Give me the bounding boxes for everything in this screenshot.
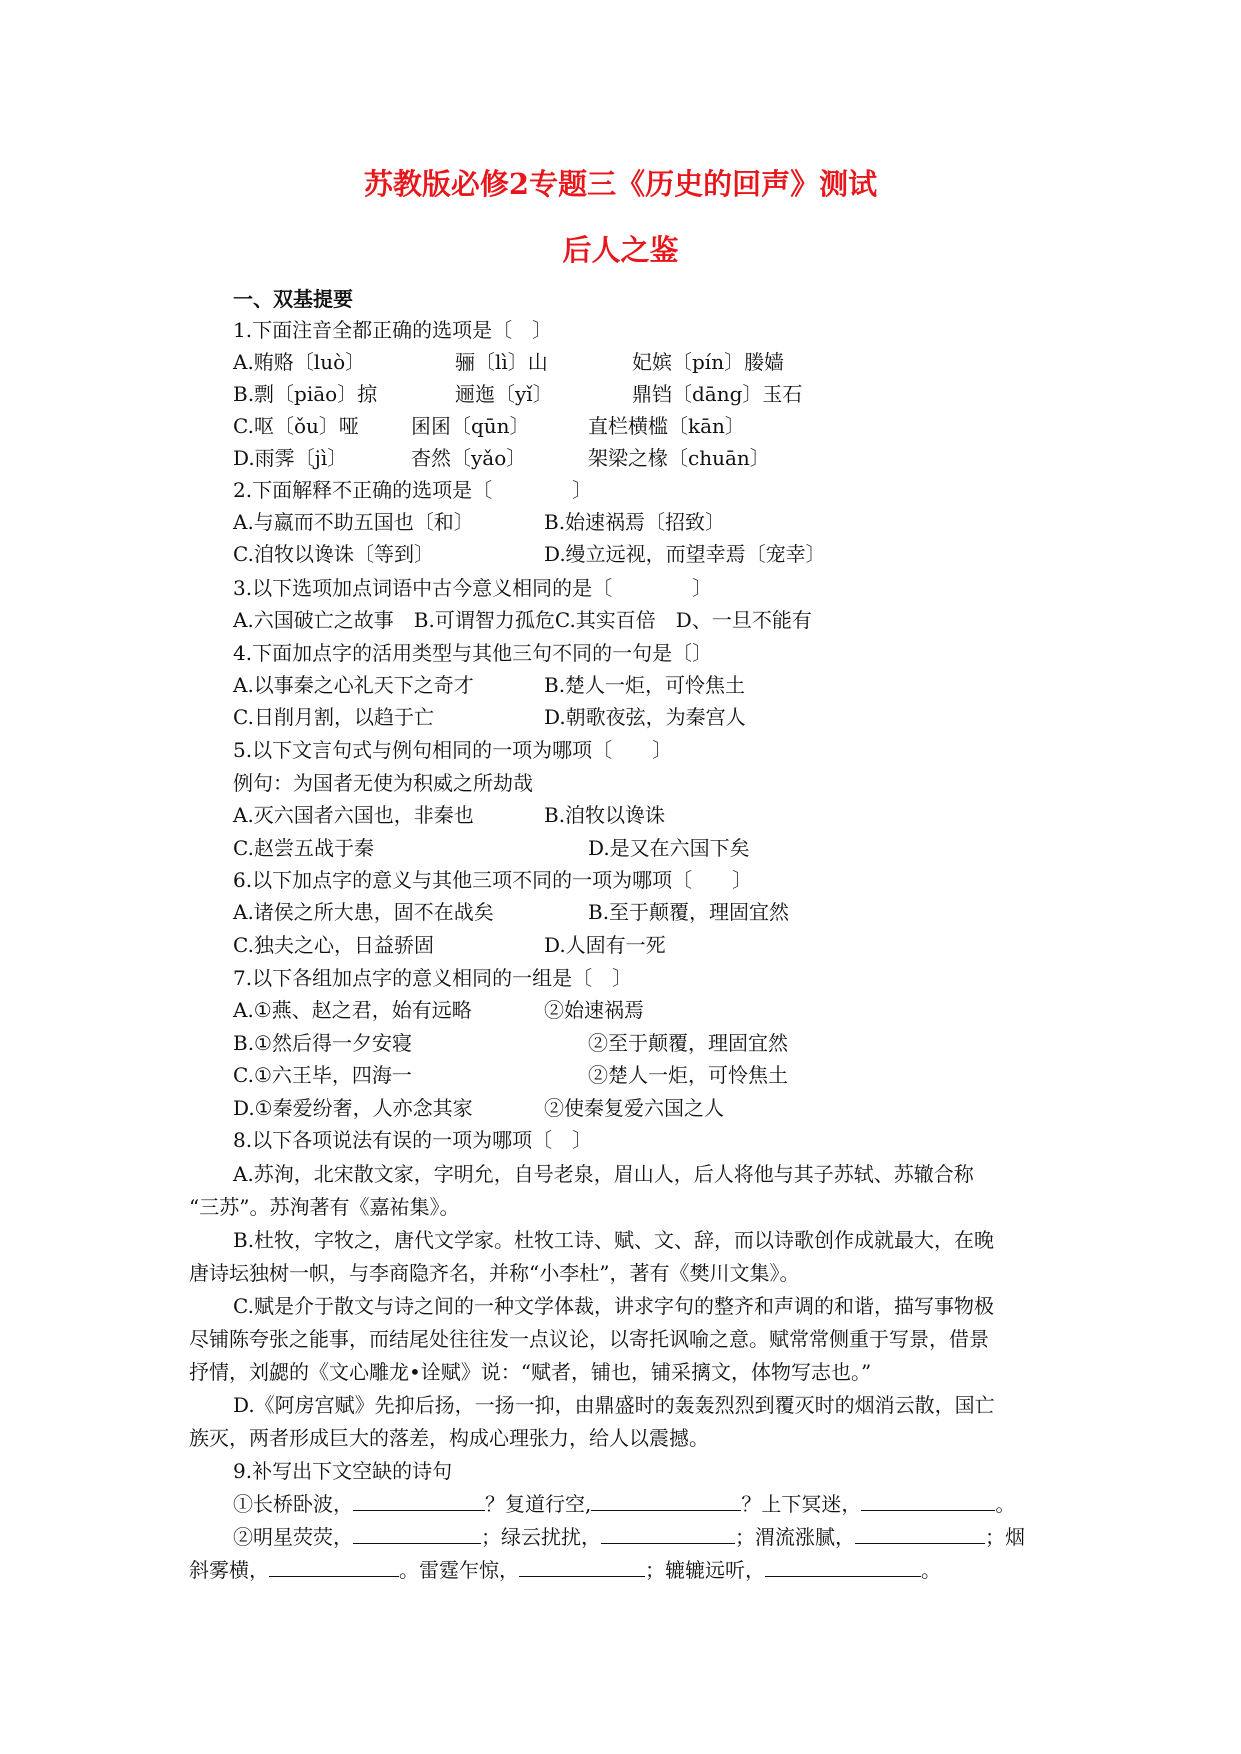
answer-blank[interactable] <box>855 1523 985 1544</box>
q9-line1 <box>233 1490 1015 1518</box>
q6-stem: 6.以下加点字的意义与其他三项不同的一项为哪项〔 〕 <box>233 868 753 892</box>
q2-option-b: B.始速祸焉〔招致〕 <box>544 510 726 534</box>
q6-option-d: D.人固有一死 <box>544 933 666 957</box>
q9-line1-text-4: 。 <box>995 1492 1016 1516</box>
q9-line2-text-4: ；烟 <box>985 1525 1025 1549</box>
q4-option-c: C.日削月割，以趋于亡 <box>233 705 434 729</box>
q1-option-a-3: 妃嫔〔pín〕媵嫱 <box>632 350 785 374</box>
q4-option-a: A.以事秦之心礼天下之奇才 <box>233 673 474 697</box>
q4-option-d: D.朝歌夜弦，为秦宫人 <box>544 705 746 729</box>
q8-option-c-line3: 抒情，刘勰的《文心雕龙•诠赋》说：“赋者，铺也，铺采摛文，体物写志也。” <box>189 1360 872 1384</box>
answer-blank[interactable] <box>861 1490 995 1511</box>
answer-blank[interactable] <box>269 1556 399 1577</box>
q7-option-a-1: A.①燕、赵之君，始有远略 <box>233 998 472 1022</box>
q1-option-c-3: 直栏横槛〔kān〕 <box>588 414 745 438</box>
q9-line3-text-4: 。 <box>921 1558 941 1582</box>
q7-option-a-2: ②始速祸焉 <box>544 998 644 1022</box>
q9-stem: 9.补写出下文空缺的诗句 <box>233 1459 453 1483</box>
q9-line2 <box>233 1523 1025 1551</box>
answer-blank[interactable] <box>353 1490 485 1511</box>
q8-option-a-line2: “三苏”。苏洵著有《嘉祐集》。 <box>189 1195 460 1219</box>
q1-option-d-2: 杳然〔yǎo〕 <box>411 446 527 470</box>
q9-line3-text-3: ；辘辘远听， <box>645 1558 765 1582</box>
q9-line2-text-1: ②明星荧荧， <box>233 1525 353 1549</box>
q7-option-b-1: B.①然后得一夕安寝 <box>233 1031 412 1055</box>
q9-line2-text-2: ；绿云扰扰， <box>481 1525 601 1549</box>
q1-option-d-3: 架梁之椽〔chuān〕 <box>588 446 770 470</box>
q9-line1-text-2: ？复道行空, <box>485 1492 592 1516</box>
q7-option-b-2: ②至于颠覆，理固宜然 <box>588 1031 788 1055</box>
q3-stem: 3.以下选项加点词语中古今意义相同的是〔 〕 <box>233 576 713 600</box>
q4-option-b: B.楚人一炬，可怜焦土 <box>544 673 746 697</box>
q8-option-c-line2: 尽铺陈夸张之能事，而结尾处往往发一点议论，以寄托讽喻之意。赋常常侧重于写景，借景 <box>189 1327 989 1351</box>
q5-option-b: B.洎牧以谗诛 <box>544 803 666 827</box>
q5-option-a: A.灭六国者六国也，非秦也 <box>233 803 474 827</box>
q9-line2-text-3: ；渭流涨腻， <box>735 1525 855 1549</box>
q2-option-a: A.与嬴而不助五国也〔和〕 <box>233 510 474 534</box>
answer-blank[interactable] <box>591 1490 741 1511</box>
q8-option-c-line1: C.赋是介于散文与诗之间的一种文学体裁，讲求字句的整齐和声调的和谐，描写事物极 <box>233 1294 994 1318</box>
q8-option-a-line1: A.苏洵，北宋散文家，字明允，自号老泉，眉山人，后人将他与其子苏轼、苏辙合称 <box>233 1162 974 1186</box>
q1-stem: 1.下面注音全都正确的选项是〔 〕 <box>233 318 553 342</box>
q6-option-a: A.诸侯之所大患，固不在战矣 <box>233 900 494 924</box>
q1-option-b-2: 逦迤〔yǐ〕 <box>455 382 553 406</box>
q1-option-b-1: B.剽〔piāo〕掠 <box>233 382 378 406</box>
q5-stem: 5.以下文言句式与例句相同的一项为哪项〔 〕 <box>233 738 673 762</box>
q7-option-d-1: D.①秦爱纷奢，人亦念其家 <box>233 1096 473 1120</box>
answer-blank[interactable] <box>765 1556 921 1577</box>
q4-stem: 4.下面加点字的活用类型与其他三句不同的一句是〔〕 <box>233 641 713 665</box>
answer-blank[interactable] <box>353 1523 481 1544</box>
answer-blank[interactable] <box>601 1523 735 1544</box>
document-title: 苏教版必修2专题三《历史的回声》测试 <box>363 167 878 201</box>
q8-option-b-line2: 唐诗坛独树一帜，与李商隐齐名，并称“小李杜”，著有《樊川文集》。 <box>189 1261 800 1285</box>
section-heading: 一、双基提要 <box>233 287 353 311</box>
q2-option-d: D.缦立远视，而望幸焉〔宠幸〕 <box>544 542 826 566</box>
q1-option-c-1: C.呕〔ǒu〕哑 <box>233 414 359 438</box>
q8-stem: 8.以下各项说法有误的一项为哪项〔 〕 <box>233 1128 593 1152</box>
q9-line3-text-1: 斜雾横， <box>189 1558 269 1582</box>
q9-line3-text-2: 。雷霆乍惊， <box>399 1558 519 1582</box>
q5-option-c: C.赵尝五战于秦 <box>233 836 374 860</box>
q7-option-c-1: C.①六王毕，四海一 <box>233 1063 412 1087</box>
answer-blank[interactable] <box>519 1556 645 1577</box>
q2-stem: 2.下面解释不正确的选项是〔 〕 <box>233 478 593 502</box>
q1-option-d-1: D.雨霁〔jì〕 <box>233 446 348 470</box>
q7-option-d-2: ②使秦复爱六国之人 <box>544 1096 724 1120</box>
q7-option-c-2: ②楚人一炬，可怜焦土 <box>588 1063 788 1087</box>
q7-stem: 7.以下各组加点字的意义相同的一组是〔 〕 <box>233 966 633 990</box>
q1-option-b-3: 鼎铛〔dāng〕玉石 <box>632 382 803 406</box>
q6-option-b: B.至于颠覆，理固宜然 <box>588 900 790 924</box>
q1-option-a-1: A.贿赂〔luò〕 <box>233 350 366 374</box>
q3-options: A.六国破亡之故事 B.可谓智力孤危C.其实百倍 D、一旦不能有 <box>233 608 812 632</box>
document-subtitle: 后人之鉴 <box>562 233 679 267</box>
q2-option-c: C.洎牧以谗诛〔等到〕 <box>233 542 434 566</box>
q8-option-b-line1: B.杜牧，字牧之，唐代文学家。杜牧工诗、赋、文、辞，而以诗歌创作成就最大，在晚 <box>233 1228 995 1252</box>
q9-line3 <box>189 1556 941 1584</box>
q8-option-d-line2: 族灭，两者形成巨大的落差，构成心理张力，给人以震撼。 <box>189 1426 709 1450</box>
q1-option-a-2: 骊〔lì〕山 <box>455 350 548 374</box>
q9-line1-text-3: ？上下冥迷， <box>741 1492 862 1516</box>
q8-option-d-line1: D.《阿房宫赋》先抑后扬，一扬一抑，由鼎盛时的轰轰烈烈到覆灭时的烟消云散，国亡 <box>233 1393 995 1417</box>
q1-option-c-2: 囷囷〔qūn〕 <box>411 414 530 438</box>
q5-example: 例句：为国者无使为积威之所劫哉 <box>233 771 533 795</box>
q6-option-c: C.独夫之心，日益骄固 <box>233 933 434 957</box>
q9-line1-text-1: ①长桥卧波， <box>233 1492 353 1516</box>
q5-option-d: D.是又在六国下矣 <box>588 836 750 860</box>
